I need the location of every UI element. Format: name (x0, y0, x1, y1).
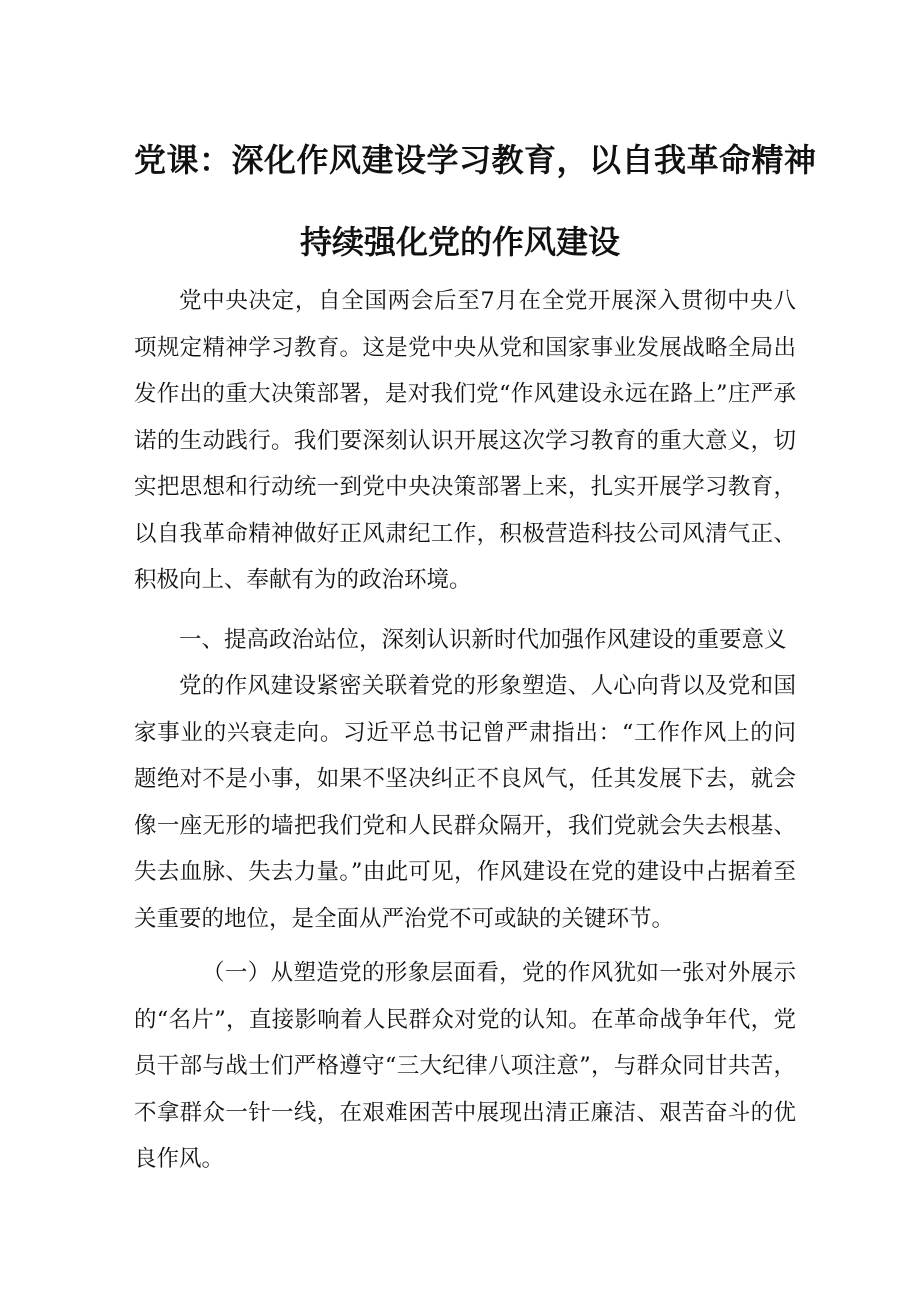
section-heading-1: 一、提高政治站位，深刻认识新时代加强作风建设的重要意义 (179, 627, 787, 653)
subsection-1-paragraph: （一）从塑造党的形象层面看，党的作风犹如一张对外展示的“名片”，直接影响着人民群众对党的认知。在革命战争年代，党员干部与战士们严格遵守“三大纪律八项注意”，与群众同甘共苦，不拿群众一针一线，在艰难困苦中展现出清正廉洁、艰苦奋斗的优良作风。 (134, 960, 796, 1172)
section-1-paragraph: 党的作风建设紧密关联着党的形象塑造、人心向背以及党和国家事业的兴衰走向。习近平总书记曾严肃指出：“工作作风上的问题绝对不是小事，如果不坚决纠正不良风气，任其发展下去，就会像一座无形的墙把我们党和人民群众隔开，我们党就会失去根基、失去血脉、失去力量。”由此可见，作风建设在党的建设中占据着至关重要的地位，是全面从严治党不可或缺的关键环节。 (134, 673, 796, 932)
document-title-line-2: 持续强化党的作风建设 (299, 223, 620, 261)
document-title-line-1: 党课：深化作风建设学习教育，以自我革命精神 (134, 141, 817, 179)
intro-paragraph: 党中央决定，自全国两会后至7月在全党开展深入贯彻中央八项规定精神学习教育。这是党中央从党和国家事业发展战略全局出发作出的重大决策部署，是对我们党“作风建设永远在路上”庄严承诺的生动践行。我们要深刻认识开展这次学习教育的重大意义，切实把思想和行动统一到党中央决策部署上来，扎实开展学习教育，以自我革命精神做好正风肃纪工作，积极营造科技公司风清气正、积极向上、奉献有为的政治环境。 (134, 288, 796, 593)
